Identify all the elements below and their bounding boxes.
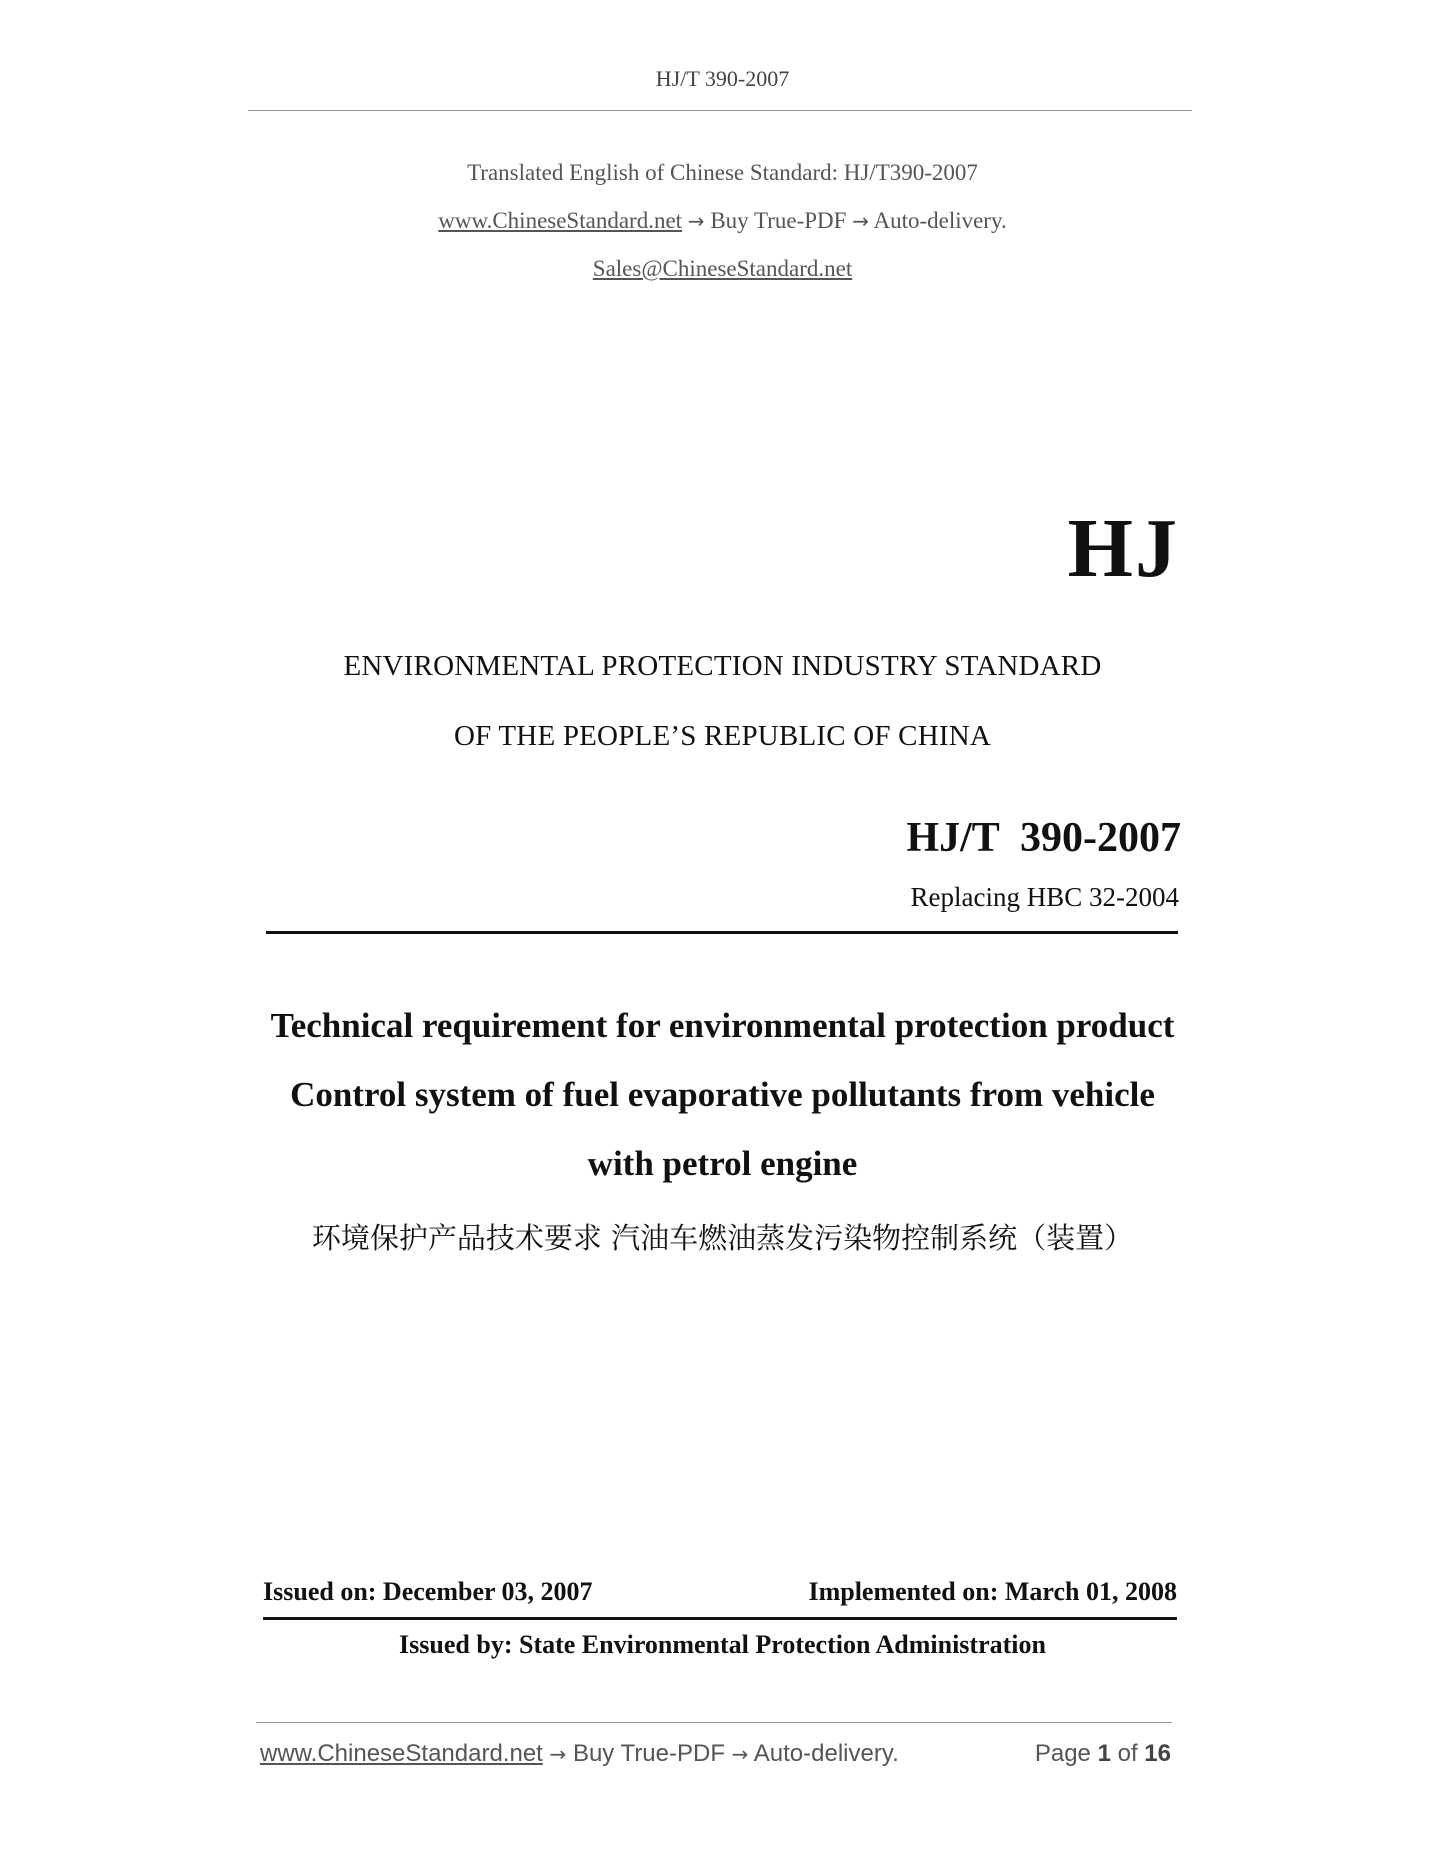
document-title-line-1: Technical requirement for environmental protection product xyxy=(270,1006,1175,1045)
arrow-right-icon: → xyxy=(731,1742,749,1766)
main-divider xyxy=(266,931,1178,934)
footer-buy-line xyxy=(260,1740,899,1768)
translation-email-line xyxy=(0,256,1445,282)
document-title-line-3: with petrol engine xyxy=(587,1144,858,1183)
issued-on-date: Issued on: December 03, 2007 xyxy=(263,1577,593,1606)
issued-by: Issued by: State Environmental Protection Administration xyxy=(399,1630,1046,1659)
hj-logo: HJ xyxy=(1067,502,1179,595)
arrow-right-icon: → xyxy=(852,209,869,233)
footer-divider xyxy=(256,1722,1172,1723)
arrow-right-icon: → xyxy=(549,1742,567,1766)
page-number: 1 xyxy=(1097,1740,1111,1767)
of-label: of xyxy=(1117,1740,1138,1767)
email-link[interactable]: Sales@ChineseStandard.net xyxy=(592,256,853,281)
standard-type-line-1: ENVIRONMENTAL PROTECTION INDUSTRY STANDARD xyxy=(343,650,1102,682)
running-header: HJ/T 390-2007 xyxy=(655,66,790,91)
translation-title: Translated English of Chinese Standard: HJ/T390-2007 xyxy=(467,160,978,185)
document-title-line-2: Control system of fuel evaporative pollutants from vehicle xyxy=(290,1075,1155,1114)
translation-buy-line xyxy=(0,208,1445,234)
footer-website-link[interactable]: www.ChineseStandard.net xyxy=(260,1740,543,1767)
standard-number: HJ/T 390-2007 xyxy=(906,815,1181,861)
page-indicator xyxy=(1035,1740,1171,1768)
website-link[interactable]: www.ChineseStandard.net xyxy=(438,208,683,233)
arrow-right-icon: → xyxy=(687,209,705,233)
page-label: Page xyxy=(1034,1740,1091,1767)
total-pages: 16 xyxy=(1144,1740,1171,1767)
document-title-chinese: 环境保护产品技术要求 汽油车燃油蒸发污染物控制系统（装置） xyxy=(311,1221,1134,1255)
delivery-text: Auto-delivery. xyxy=(873,208,1007,233)
issue-divider xyxy=(263,1617,1177,1620)
footer-buy-text: Buy True-PDF xyxy=(572,1740,725,1767)
standard-replacing: Replacing HBC 32-2004 xyxy=(910,882,1179,912)
implemented-on-date: Implemented on: March 01, 2008 xyxy=(808,1577,1177,1606)
footer-delivery-text: Auto-delivery. xyxy=(753,1740,899,1767)
standard-type-line-2: OF THE PEOPLE’S REPUBLIC OF CHINA xyxy=(454,720,991,752)
header-divider xyxy=(248,110,1192,111)
buy-text: Buy True-PDF xyxy=(710,208,847,233)
